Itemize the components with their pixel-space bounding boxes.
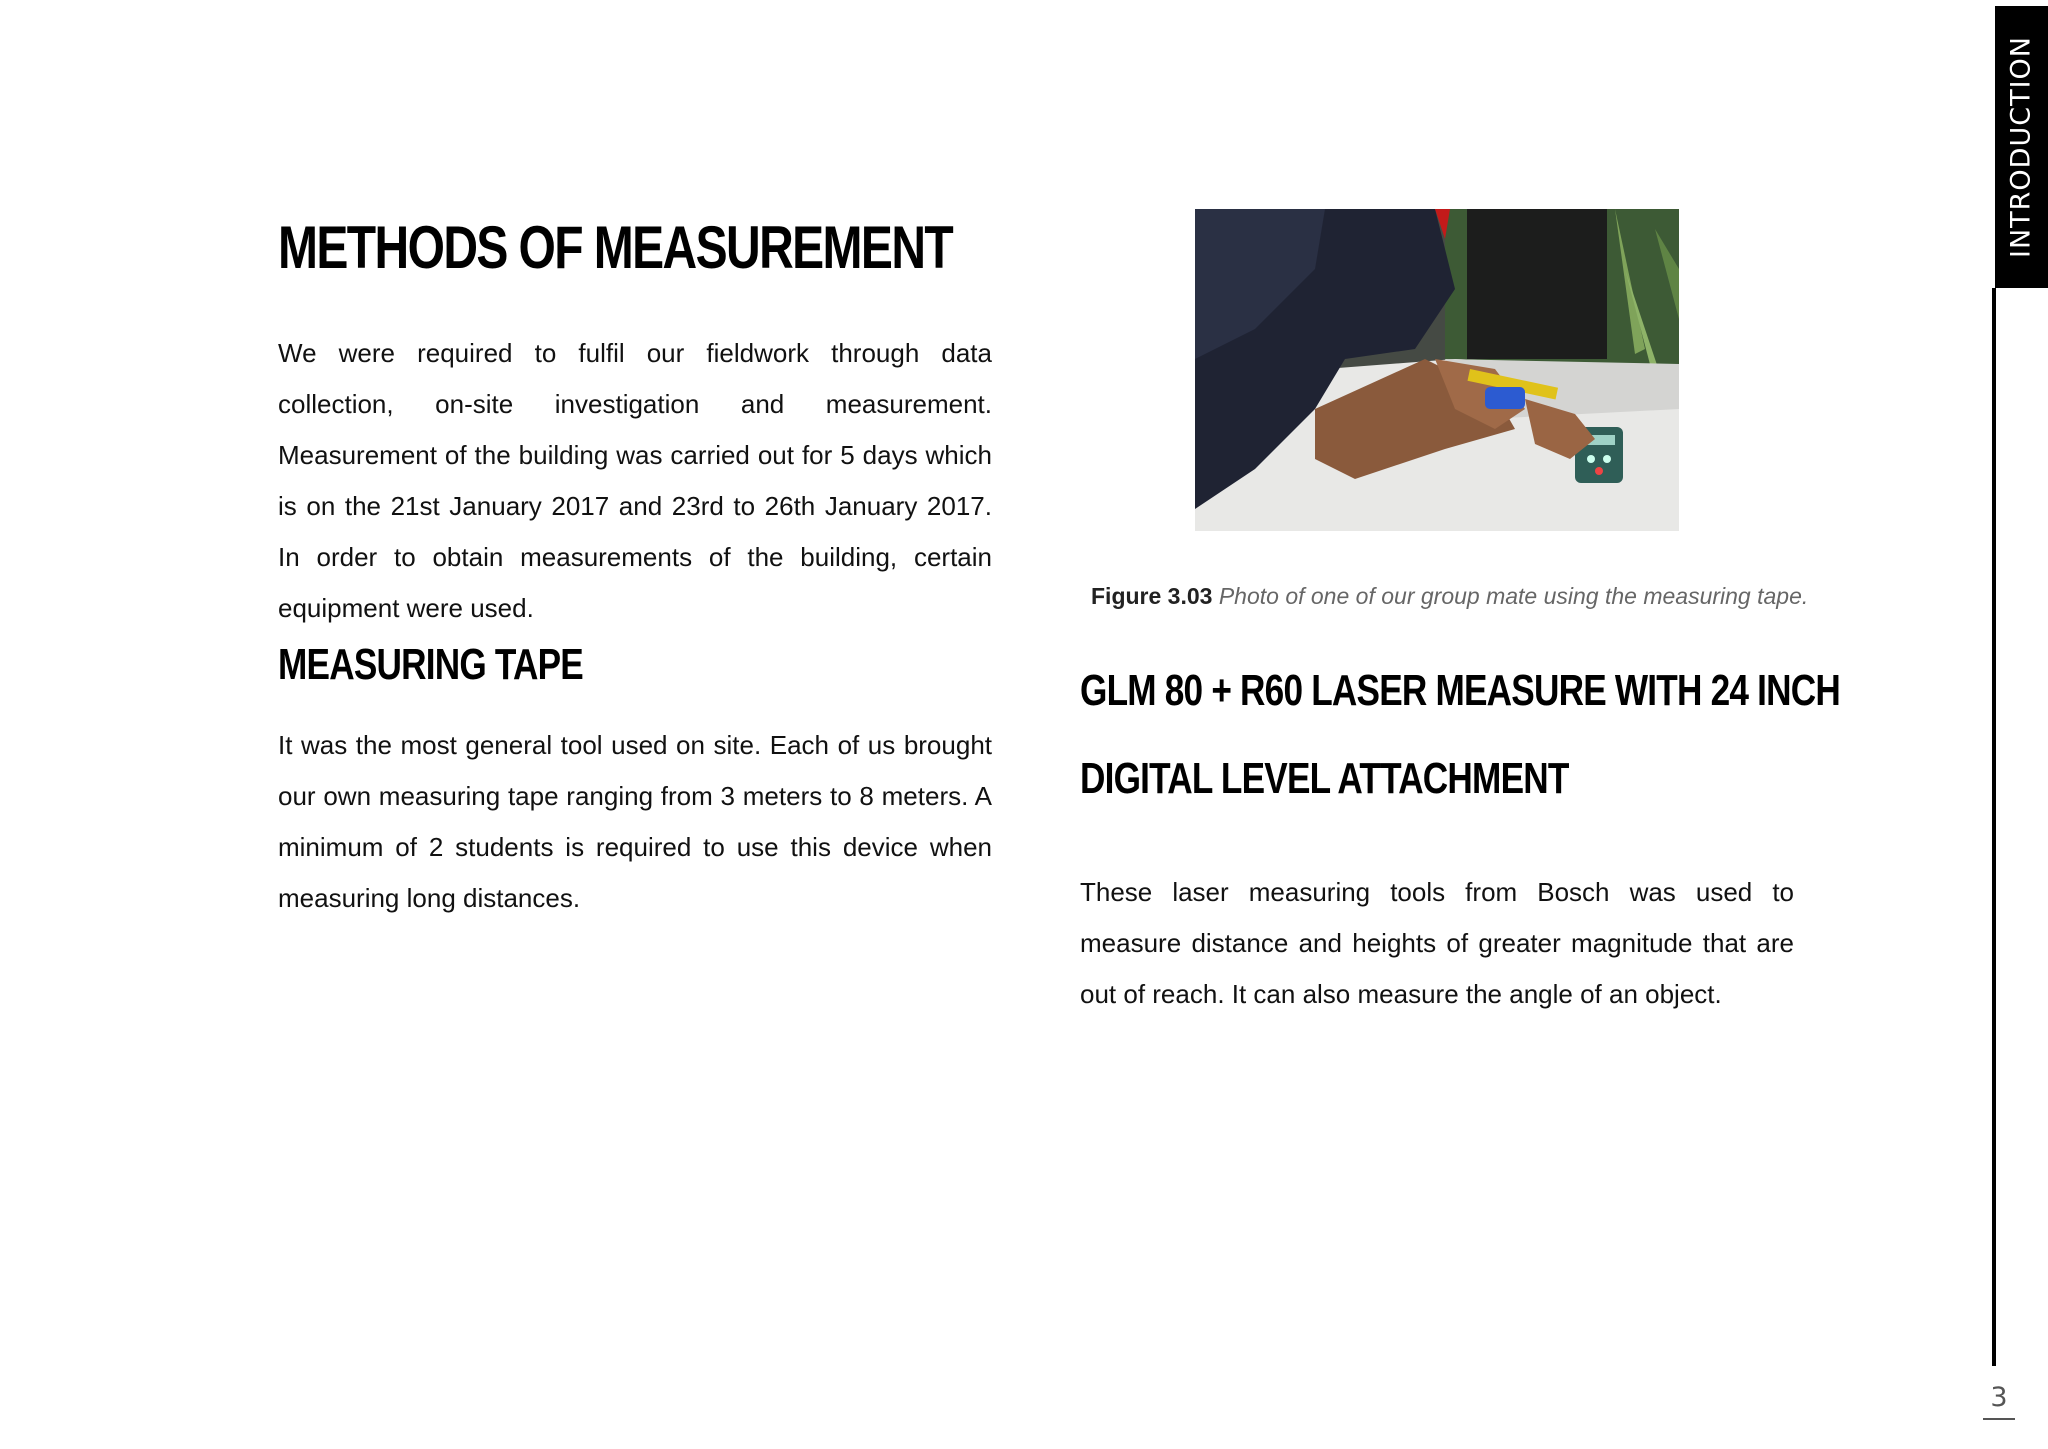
measuring-tape-heading: MEASURING TAPE [278,640,583,689]
section-tab-label: INTRODUCTION [2005,36,2037,258]
figure-description: Photo of one of our group mate using the measuring tape. [1218,583,1809,609]
laser-heading-line-1: GLM 80 + R60 LASER MEASURE WITH 24 INCH [1080,666,1840,715]
side-divider [1992,288,1996,1366]
page-number-underline [1983,1418,2015,1420]
measuring-tape-paragraph: It was the most general tool used on site. Each of us brought our own measuring tape ranging from 3 meters to 8 meters. A minimum of 2 students is required to use this device when measuring long distances. [278,730,992,913]
page-title: METHODS OF MEASUREMENT [278,214,953,281]
figure-label: Figure 3.03 [1091,583,1213,609]
intro-paragraph: We were required to fulfil our fieldwork through data collection, on-site investigation and measurement. Measurement of the building was carried out for 5 days which is on the 21st January 2017 and 23rd to 26th January 2017. In order to obtain measurements of the building, certain equipment were used. [278,338,992,623]
laser-paragraph: These laser measuring tools from Bosch was used to measure distance and heights of greater magnitude that are out of reach. It can also measure the angle of an object. [1080,877,1794,1009]
figure-caption [1091,580,1808,612]
measuring-tape-photo [1195,209,1679,531]
page-number: 3 [1990,1382,2008,1413]
laser-heading-line-2: DIGITAL LEVEL ATTACHMENT [1080,754,1569,803]
